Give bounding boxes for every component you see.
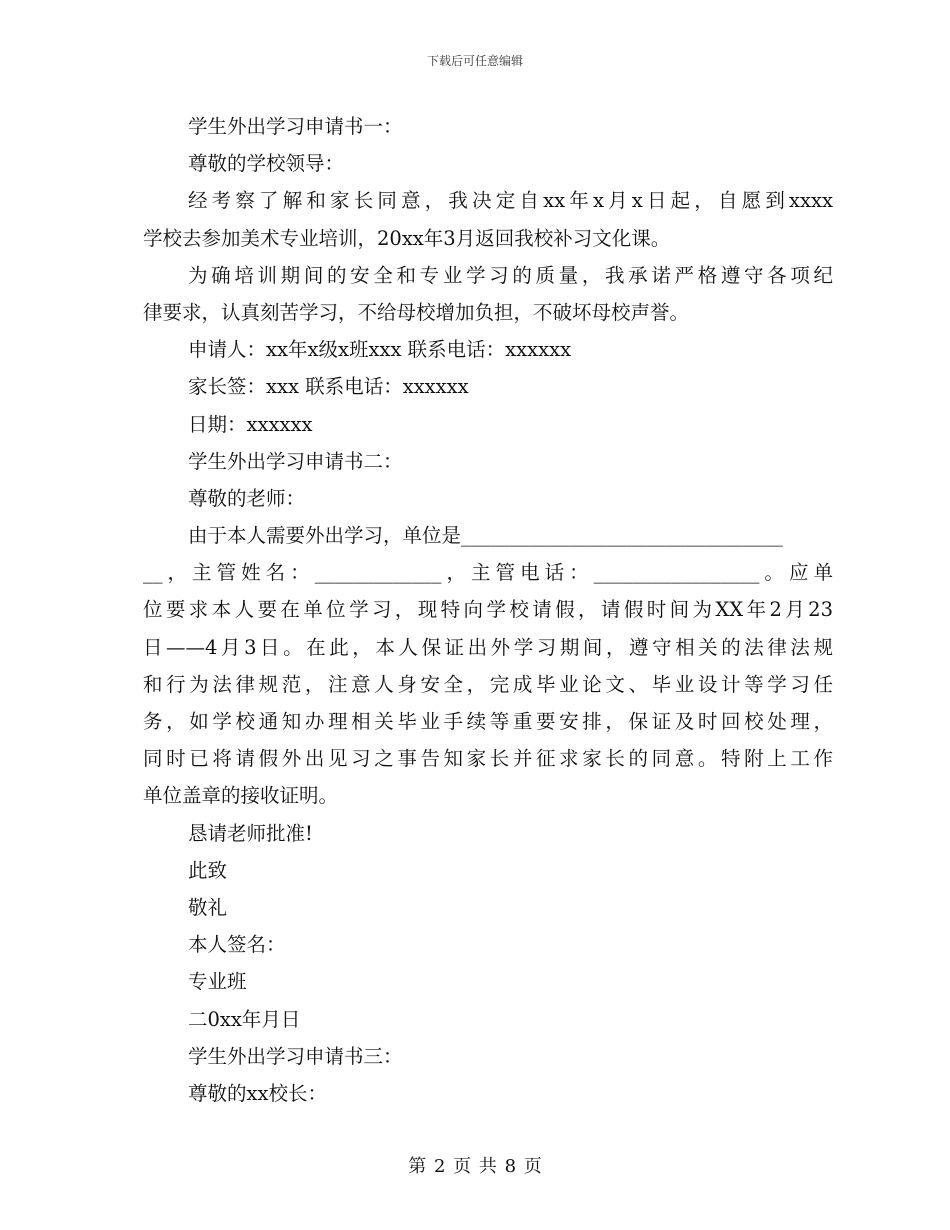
document-body <box>143 108 833 1112</box>
document-line: 由于本人需要外出学习，单位是_________________________________ <box>188 524 783 548</box>
document-line: 日——4月3日。在此，本人保证出外学习期间，遵守相关的法律法规 <box>143 635 833 659</box>
document-line: 申请人：xx年x级x班xxx 联系电话：xxxxxx <box>188 338 572 362</box>
document-line: 二0xx年月日 <box>188 1007 301 1031</box>
document-line: 尊敬的老师： <box>188 486 306 510</box>
document-line: 日期：xxxxxx <box>188 412 313 436</box>
document-line: 经考察了解和家长同意，我决定自xx年x月x日起，自愿到xxxx <box>188 189 833 213</box>
document-line: 尊敬的学校领导： <box>188 152 345 176</box>
document-line: 和行为法律规范，注意人身安全，完成毕业论文、毕业设计等学习任 <box>143 672 833 696</box>
page-number-footer: 第 2 页 共 8 页 <box>408 1156 542 1177</box>
document-line: 本人签名： <box>188 933 286 957</box>
document-line: 位要求本人要在单位学习，现特向学校请假，请假时间为XX年2月23 <box>143 598 833 622</box>
document-line: 为确培训期间的安全和专业学习的质量，我承诺严格遵守各项纪 <box>188 263 833 287</box>
document-line: 学生外出学习申请书三： <box>188 1044 403 1068</box>
document-line: __，主管姓名：_____________，主管电话：_________________。应单 <box>143 561 833 585</box>
document-line: 单位盖章的接收证明。 <box>143 784 339 808</box>
document-line: 敬礼 <box>188 895 228 919</box>
document-line: 恳请老师批准! <box>188 821 313 845</box>
document-line: 专业班 <box>188 970 247 994</box>
document-line: 学校去参加美术专业培训，20xx年3月返回我校补习文化课。 <box>143 226 671 250</box>
page-header: 下载后可任意编辑 <box>426 54 523 68</box>
document-line: 家长签：xxx 联系电话：xxxxxx <box>188 375 469 399</box>
document-line: 此致 <box>188 858 228 882</box>
document-line: 律要求，认真刻苦学习，不给母校增加负担，不破坏母校声誉。 <box>143 300 690 324</box>
document-line: 尊敬的xx校长： <box>188 1081 327 1105</box>
document-line: 学生外出学习申请书二： <box>188 449 403 473</box>
document-line: 务，如学校通知办理相关毕业手续等重要安排，保证及时回校处理， <box>143 710 833 733</box>
document-line: 学生外出学习申请书一： <box>188 115 403 138</box>
document-line: 同时已将请假外出见习之事告知家长并征求家长的同意。特附上工作 <box>143 747 833 771</box>
